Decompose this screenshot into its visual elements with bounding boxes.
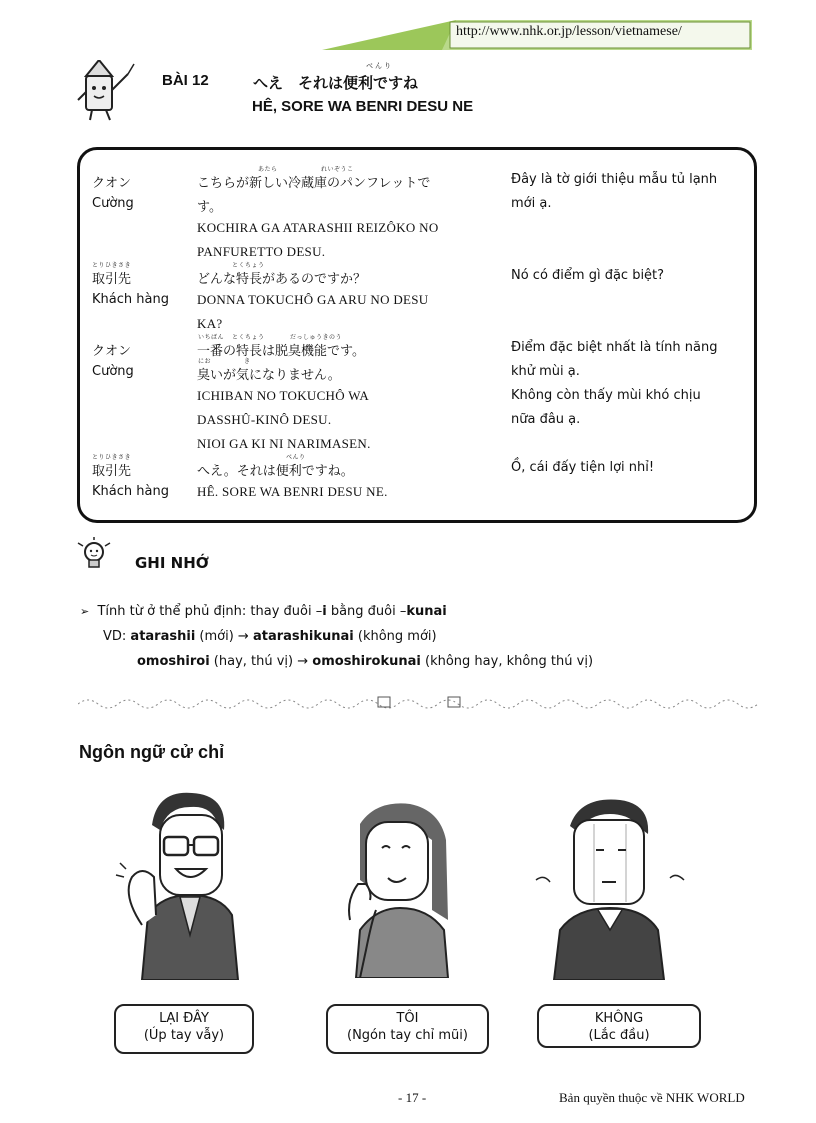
dialog-vi-line: Nó có điểm gì đặc biệt? — [511, 268, 665, 283]
note-example-1: VD: atarashii (mới) → atarashikunai (không mới) — [103, 629, 437, 644]
header-url[interactable]: http://www.nhk.or.jp/lesson/vietnamese/ — [456, 24, 682, 39]
ruby-text: とくちょう — [232, 262, 265, 269]
speaker-name-vi: Khách hàng — [92, 484, 169, 499]
lesson-title-jp: へえ それは便利ですね — [253, 74, 419, 92]
dialog-romaji-line: KA? — [197, 316, 223, 331]
speaker-name-jp: クオン — [92, 344, 132, 359]
dialog-vi-line: Không còn thấy mùi khó chịu — [511, 388, 701, 403]
lesson-title-romaji: HÊ, SORE WA BENRI DESU NE — [252, 98, 474, 115]
ruby-text: いちばん — [198, 334, 225, 341]
ruby-text: べんり — [286, 454, 306, 461]
pencil-mascot-icon — [76, 60, 138, 122]
dialog-vi-line: khử mùi ạ. — [511, 364, 580, 379]
gesture-label: TÔI — [396, 1011, 419, 1026]
notes-title: GHI NHỚ — [135, 554, 209, 572]
dialog-romaji-line: DONNA TOKUCHÔ GA ARU NO DESU — [197, 292, 429, 307]
note-rule: ➢ Tính từ ở thể phủ định: thay đuôi –i bằng đuôi –kunai — [80, 604, 447, 619]
arrow-bullet-icon: ➢ — [80, 605, 90, 618]
ruby-text: とりひきさき — [92, 454, 132, 461]
speaker-name-vi: Cường — [92, 196, 134, 211]
ruby-text: だっしゅうきのう — [290, 334, 343, 341]
gesture-description: (Úp tay vẫy) — [143, 1028, 225, 1043]
dialog-jp-line: へえ。それは便利ですね。 — [197, 464, 354, 479]
speaker-name-vi: Cường — [92, 364, 134, 379]
dialog-jp-line: 一番の特長は脱臭機能です。 — [197, 344, 365, 359]
dialog-jp-line: す。 — [197, 200, 222, 215]
dialog-romaji-line: ICHIBAN NO TOKUCHÔ WA — [197, 388, 370, 403]
dialog-vi-line: Điểm đặc biệt nhất là tính năng — [511, 340, 718, 355]
ruby-text: あたら — [258, 166, 278, 173]
copyright-text: Bản quyền thuộc về NHK WORLD — [559, 1090, 745, 1105]
ruby-text: とりひきさき — [92, 262, 132, 269]
dialog-vi-line: Đây là tờ giới thiệu mẫu tủ lạnh — [511, 172, 718, 187]
title-ruby: べんり — [366, 62, 393, 70]
speaker-name-jp: 取引先 — [92, 272, 132, 287]
decorative-divider — [78, 692, 768, 714]
ruby-text: とくちょう — [232, 334, 265, 341]
gesture-description: (Ngón tay chỉ mũi) — [347, 1028, 468, 1043]
page-number: - 17 - — [398, 1090, 427, 1105]
gesture-label-box — [537, 1004, 701, 1048]
dialog-vi-line: mới ạ. — [511, 196, 552, 211]
dialog-romaji-line: NIOI GA KI NI NARIMASEN. — [197, 436, 371, 451]
ruby-text: にお — [198, 358, 212, 365]
gesture-label-box — [114, 1004, 254, 1054]
dialog-romaji-line: KOCHIRA GA ATARASHII REIZÔKO NO — [197, 220, 439, 235]
woman-pointing-nose-illustration — [336, 800, 466, 978]
man-waving-illustration — [112, 785, 262, 980]
dialog-jp-line: 臭いが気になりません。 — [197, 368, 341, 383]
dialog-vi-line: nữa đâu ạ. — [511, 412, 581, 427]
dialog-jp-line: どんな特長があるのですか？ — [197, 272, 367, 287]
gesture-label: KHÔNG — [594, 1011, 644, 1026]
dialog-vi-line: Ồ, cái đấy tiện lợi nhỉ! — [511, 460, 655, 475]
gesture-description: (Lắc đầu) — [588, 1028, 650, 1043]
lightbulb-icon — [74, 537, 114, 573]
ruby-text: れいぞうこ — [321, 166, 354, 173]
gesture-section-title: Ngôn ngữ cử chỉ — [79, 742, 225, 762]
dialog-romaji-line: HÊ. SORE WA BENRI DESU NE. — [197, 484, 388, 499]
gesture-label-box — [326, 1004, 489, 1054]
gesture-label: LẠI ĐÂY — [159, 1011, 209, 1026]
dialog-romaji-line: PANFURETTO DESU. — [197, 244, 326, 259]
lesson-number: BÀI 12 — [162, 72, 209, 89]
dialog-box — [77, 147, 757, 523]
speaker-name-jp: クオン — [92, 176, 132, 191]
man-shaking-head-illustration — [530, 790, 690, 980]
dialog-romaji-line: DASSHÛ-KINÔ DESU. — [197, 412, 332, 427]
speaker-name-jp: 取引先 — [92, 464, 132, 479]
note-example-2: omoshiroi (hay, thú vị) → omoshirokunai (không hay, không thú vị) — [137, 654, 594, 669]
speaker-name-vi: Khách hàng — [92, 292, 169, 307]
dialog-jp-line: こちらが新しい冷蔵庫のパンフレットで — [197, 176, 431, 191]
ruby-text: き — [244, 358, 251, 365]
